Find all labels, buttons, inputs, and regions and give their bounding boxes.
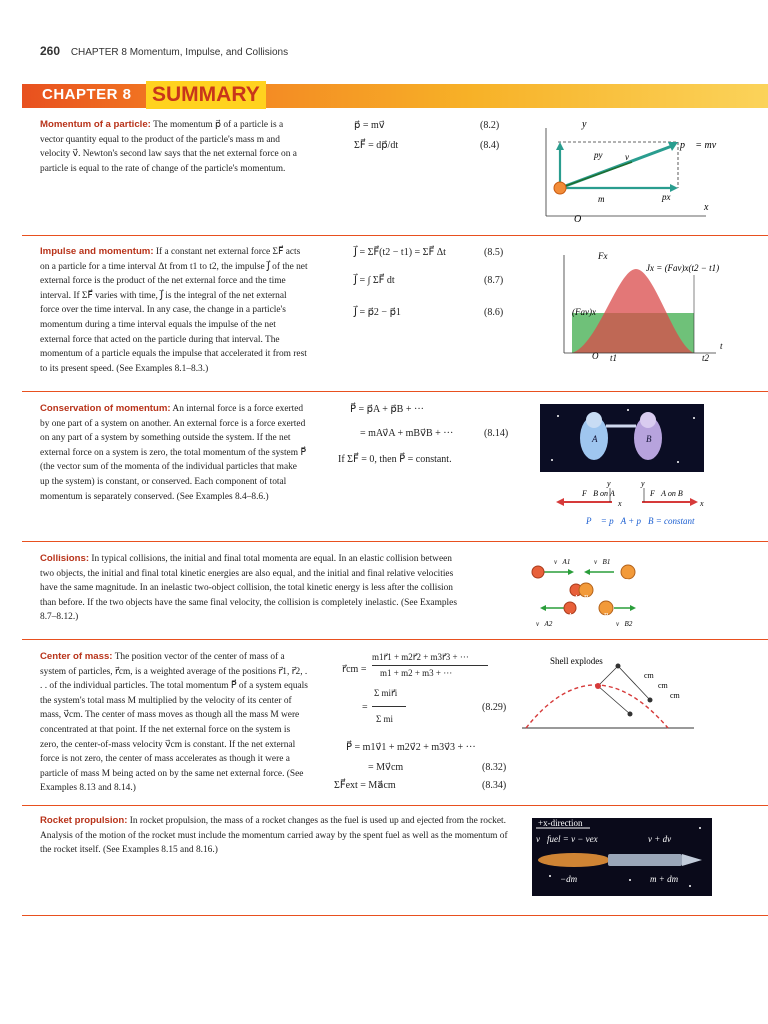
label-a-final: A: [568, 612, 574, 620]
vb2-head: [630, 605, 636, 611]
eq-8-5-number: (8.5): [484, 247, 504, 258]
label-vfuel: v⃗fuel = v − vex: [536, 834, 598, 844]
conservation-figure: [528, 402, 728, 530]
star: [689, 885, 691, 887]
eq-8-2: p⃗ = mv⃗: [354, 120, 385, 131]
center-of-mass-title: Center of mass:: [40, 651, 113, 662]
eq-8-29-number: (8.29): [482, 702, 507, 713]
section-collisions: [40, 552, 768, 634]
eq-rcm-sum-denominator: Σ mi: [376, 714, 393, 724]
eq-8-32: = Mv⃗cm: [368, 762, 404, 773]
ball-a-initial: [532, 566, 544, 578]
label-v-dv: v + dv: [648, 834, 672, 844]
label-fba: F⃗B on A: [582, 489, 615, 498]
chapter-banner: [22, 84, 768, 108]
momentum-body: The momentum p⃗ of a particle is a vector quantity equal to the product of the particle's mass m and velocity v⃗. Newton's second law says that the net external force on a particle is equal to the rate of change of the particle's momentum.: [40, 120, 297, 174]
label-va2: v⃗A2: [536, 620, 553, 628]
fragment: [616, 664, 621, 669]
label-a: A: [592, 434, 598, 444]
eq-total-momentum-cm: P⃗ = m1v⃗1 + m2v⃗2 + m3v⃗3 + ···: [346, 742, 476, 753]
momentum-title: Momentum of a particle:: [40, 119, 151, 130]
star: [629, 879, 631, 881]
label-cm-1: cm: [644, 671, 654, 680]
rocket-title: Rocket propulsion:: [40, 815, 128, 826]
label-b-final: B: [604, 612, 609, 620]
eq-8-4: ΣF⃗ = dp⃗/dt: [354, 140, 399, 151]
label-direction: +x-direction: [538, 818, 583, 828]
eq-8-7-number: (8.7): [484, 275, 504, 286]
running-head: [40, 44, 288, 58]
label-px: px: [662, 192, 671, 202]
particle: [554, 182, 566, 194]
eq-8-6: J⃗ = p⃗2 − p⃗1: [354, 307, 401, 318]
conservation-text: [40, 402, 308, 504]
eq-8-34: ΣF⃗ext = Ma⃗cm: [334, 780, 396, 791]
space-background: [540, 404, 704, 472]
eq-8-34-number: (8.34): [482, 780, 507, 791]
label-b-contact: B: [584, 594, 589, 602]
label-b: B: [625, 578, 630, 586]
divider: [22, 915, 768, 916]
v-arrow: [560, 162, 632, 188]
star: [551, 459, 553, 461]
eq-rcm-denominator: m1 + m2 + m3 + ···: [380, 668, 453, 678]
label-x-b: x: [700, 499, 704, 508]
force-b-on-a-head: [556, 498, 564, 506]
eq-8-6-number: (8.6): [484, 307, 504, 318]
py-arrow-head: [556, 142, 564, 150]
label-y-a: y: [607, 479, 611, 488]
impulse-text: [40, 245, 308, 376]
conservation-body: An internal force is a force exerted by one part of a system on another. An external force is a force exerted on any part of a system by something outside the system. If the net external force on a system is zero, the total momentum of the system P⃗ (the vector sum of the momenta of the individual particles that make up the system) is constant, or conserved. Each component of total momentum is separately conserved. (See Examples 8.4–8.6.): [40, 404, 306, 502]
label-t2: t2: [702, 353, 710, 363]
center-of-mass-figure: [518, 652, 698, 762]
label-t: t: [720, 341, 723, 351]
label-py: py: [594, 150, 603, 160]
eq-rcm-lhs: r⃗cm =: [342, 664, 367, 675]
label-p-eq: p⃗ = mv⃗: [680, 140, 724, 151]
section-rocket: [40, 814, 768, 914]
eq-rcm-sum-numerator: Σ mir⃗i: [374, 688, 398, 698]
divider: [22, 541, 768, 542]
label-origin: O: [592, 351, 599, 361]
label-m: m: [598, 194, 605, 204]
px-arrow-head: [670, 184, 678, 192]
conservation-title: Conservation of momentum:: [40, 403, 171, 414]
label-x: x: [704, 202, 709, 213]
divider: [22, 235, 768, 236]
fragment-path-1: [598, 666, 618, 686]
impulse-figure: [528, 245, 738, 367]
astronaut-b-helmet: [640, 412, 656, 428]
label-x-a: x: [618, 499, 622, 508]
label-m-dm: m + dm: [650, 874, 679, 884]
label-b: B: [646, 434, 652, 444]
fragment: [648, 698, 653, 703]
label-fab: F⃗A on B: [650, 489, 683, 498]
eq-rcm-fraction-bar: [372, 665, 488, 666]
eq-8-4-number: (8.4): [480, 140, 500, 151]
eq-8-14: = mAv⃗A + mBv⃗B + ···: [360, 428, 454, 439]
va1-head: [568, 569, 574, 575]
label-fx: Fx: [598, 251, 608, 261]
center-of-mass-text: [40, 650, 308, 796]
label-a-contact: A: [574, 594, 580, 602]
label-jx: Jx = (Fav)x(t2 − t1): [646, 263, 720, 273]
star: [627, 409, 629, 411]
divider: [22, 391, 768, 392]
momentum-figure: [528, 118, 728, 226]
label-shell-explodes: Shell explodes: [550, 656, 603, 666]
impulse-title: Impulse and momentum:: [40, 246, 154, 257]
eq-rcm-sum-bar: [372, 706, 406, 707]
running-title: CHAPTER 8 Momentum, Impulse, and Collisions: [70, 47, 289, 58]
rocket-text: [40, 814, 520, 858]
label-a: A: [534, 578, 540, 586]
chapter-label: CHAPTER 8: [42, 86, 132, 103]
eq-total-momentum: P⃗ = p⃗A + p⃗B + ···: [350, 404, 424, 415]
collisions-figure: [524, 552, 644, 632]
eq-conservation-condition: If ΣF⃗ = 0, then P⃗ = constant.: [338, 454, 452, 465]
summary-title: SUMMARY: [146, 81, 266, 109]
center-of-mass-equations: [334, 652, 544, 792]
label-cm-2: cm: [658, 681, 668, 690]
label-y: y: [582, 119, 587, 130]
label-dm: −dm: [560, 874, 578, 884]
label-va1: v⃗A1: [554, 558, 571, 566]
rocket-figure: [530, 816, 714, 898]
ball-b-initial: [621, 565, 635, 579]
rocket-body: [608, 854, 682, 866]
conservation-equations: [338, 404, 538, 468]
collisions-text: [40, 552, 462, 625]
section-conservation: [40, 402, 768, 530]
vb1-head: [584, 569, 590, 575]
va2-head: [540, 605, 546, 611]
eq-rcm-sum-lhs: =: [362, 702, 368, 713]
momentum-text: [40, 118, 308, 176]
eq-8-2-number: (8.2): [480, 120, 500, 131]
eq-8-5: J⃗ = ΣF⃗(t2 − t1) = ΣF⃗ Δt: [354, 247, 446, 258]
label-fav: (Fav)x: [572, 307, 596, 317]
section-impulse: [40, 245, 768, 385]
force-a-on-b-head: [690, 498, 698, 506]
label-p-constant: P⃗ = p⃗A + p⃗B = constant: [586, 516, 695, 526]
label-cm-3: cm: [670, 691, 680, 700]
label-t1: t1: [610, 353, 618, 363]
star: [699, 827, 701, 829]
fragment-path-2: [598, 686, 630, 714]
center-of-mass-body: The position vector of the center of mass of a system of particles, r⃗cm, is a weighted average of the positions r⃗1, r⃗2, . . . of the individual particles. The total momentum P⃗ of a system equals the system's total mass M multiplied by the velocity of its center of mass, v⃗cm. The center of mass moves as though all the mass M were concentrated at that point. If the net external force on the system is zero, the center-of-mass velocity v⃗cm is constant. If the net external force is not zero, the center of mass accelerates as though it were a particle of mass M being acted on by the same net external force. (See Examples 8.13 and 8.14.): [40, 652, 308, 794]
rocket-body: In rocket propulsion, the mass of a rocket changes as the fuel is used up and ejected from the rocket. Analysis of the motion of the rocket must include the momentum carried away by the spent fuel as well as the momentum of the rocket itself. (See Examples 8.15 and 8.16.): [40, 816, 508, 856]
label-origin: O: [574, 214, 582, 225]
eq-8-7: J⃗ = ∫ ΣF⃗ dt: [354, 275, 395, 286]
collisions-body: In typical collisions, the initial and final total momenta are equal. In an elastic collision between two objects, the initial and final total kinetic energies are also equal, and the initial and final relative velocities have the same magnitude. In an inelastic two-object collision, the total kinetic energy is less after the collision than before. If the two objects have the same final velocity, the collision is completely inelastic. (See Examples 8.7–8.12.): [40, 554, 457, 623]
fragment: [628, 712, 633, 717]
eq-rcm-numerator: m1r⃗1 + m2r⃗2 + m3r⃗3 + ···: [372, 652, 469, 662]
shell: [595, 683, 601, 689]
label-vb1: v⃗B1: [594, 558, 611, 566]
section-center-of-mass: [40, 650, 768, 800]
eq-8-32-number: (8.32): [482, 762, 507, 773]
page-number: 260: [40, 44, 61, 58]
section-momentum: [40, 118, 768, 228]
collisions-title: Collisions:: [40, 553, 90, 564]
label-vb2: v⃗B2: [616, 620, 633, 628]
label-v: v⃗: [625, 152, 636, 162]
eq-8-14-number: (8.14): [484, 428, 509, 439]
divider: [22, 805, 768, 806]
impulse-equations: [354, 247, 554, 337]
star: [677, 461, 679, 463]
cm-trajectory: [526, 685, 668, 728]
star: [557, 415, 559, 417]
star: [549, 875, 551, 877]
divider: [22, 639, 768, 640]
exhaust-flame: [538, 853, 610, 867]
momentum-equations: [354, 120, 544, 180]
impulse-body: If a constant net external force ΣF⃗ acts on a particle for a time interval Δt from t1 to t2, the impulse J⃗ of the net external force is the product of the net external force and the time interval. If ΣF⃗ varies with time, J⃗ is the integral of the net external force over the time interval. In any case, the change in a particle's momentum during a time interval equals the impulse of the net external force that acted on the particle during that interval. The momentum of a particle equals the impulse that accelerated it from rest to its present speed. (See Examples 8.1–8.3.): [40, 247, 308, 374]
astronaut-a-helmet: [586, 412, 602, 428]
label-y-b: y: [641, 479, 645, 488]
star: [693, 417, 695, 419]
